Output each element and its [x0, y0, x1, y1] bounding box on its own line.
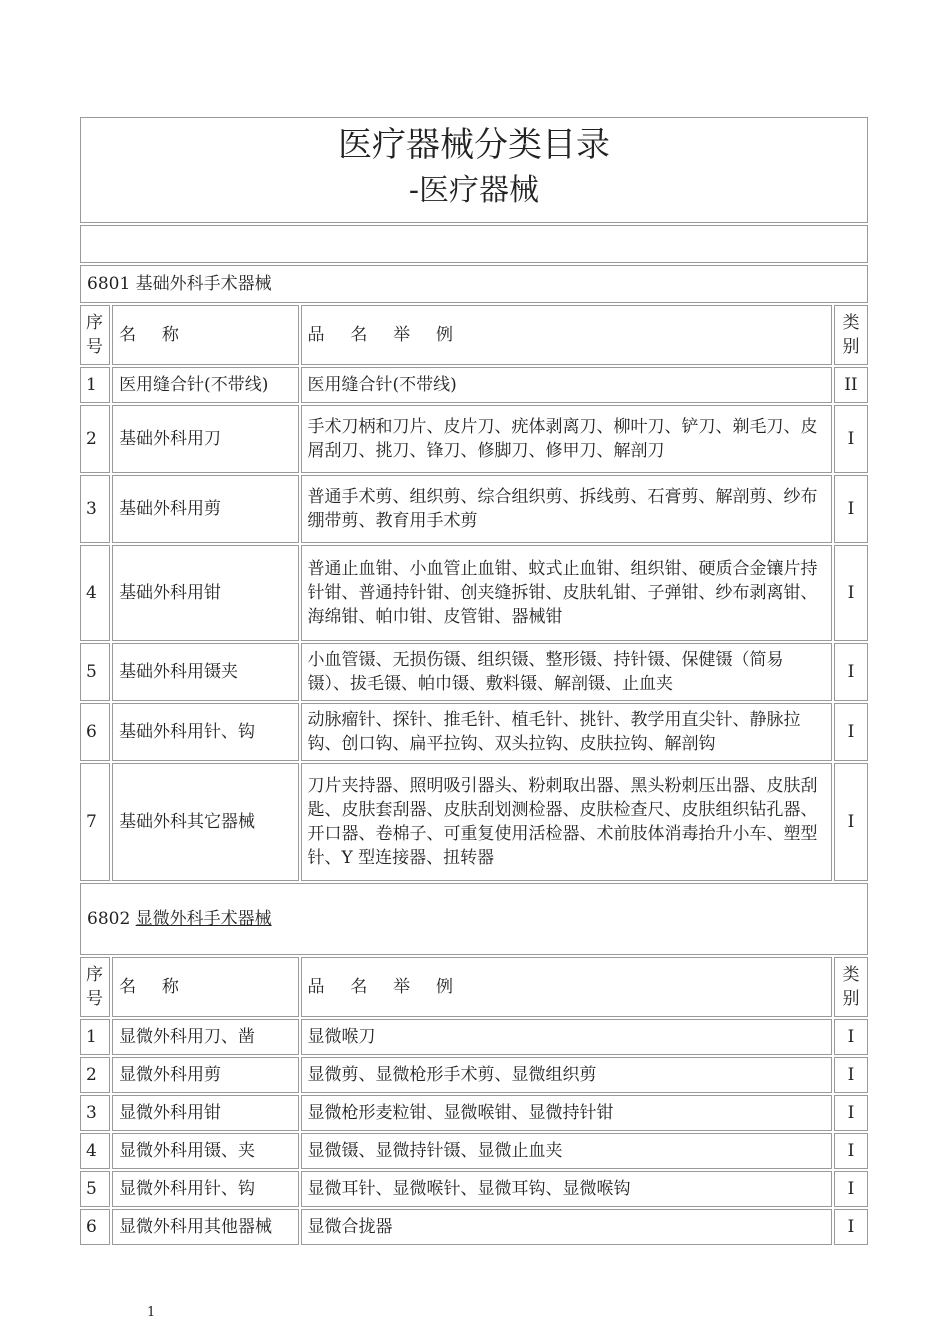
table-row: [80, 1095, 868, 1131]
row-name: 显微外科用针、钩: [112, 1171, 298, 1207]
row-name: 显微外科用钳: [112, 1095, 298, 1131]
header-row: [80, 305, 868, 365]
header-row: [80, 957, 868, 1017]
section-code: 6801: [87, 274, 131, 294]
spacer-row: [80, 225, 868, 263]
row-seq: 4: [80, 1133, 110, 1169]
header-category: 类别: [834, 305, 868, 365]
row-examples: 普通手术剪、组织剪、综合组织剪、拆线剪、石膏剪、解剖剪、纱布绷带剪、教育用手术剪: [301, 475, 832, 543]
header-name: 名 称: [112, 305, 298, 365]
table-row: [80, 1057, 868, 1093]
catalog-table-body: [80, 117, 868, 1245]
row-examples: 显微耳针、显微喉针、显微耳钩、显微喉钩: [301, 1171, 832, 1207]
row-name: 显微外科用刀、凿: [112, 1019, 298, 1055]
row-name: 基础外科用钳: [112, 545, 298, 641]
row-examples: 显微枪形麦粒钳、显微喉钳、显微持针钳: [301, 1095, 832, 1131]
row-seq: 3: [80, 475, 110, 543]
document-subtitle: -医疗器械: [408, 173, 540, 208]
row-name: 显微外科用其他器械: [112, 1209, 298, 1245]
title-cell: [80, 117, 868, 223]
section-row: [80, 265, 868, 303]
row-examples: 小血管镊、无损伤镊、组织镊、整形镊、持针镊、保健镊（简易镊）、拔毛镊、帕巾镊、敷料镊、解剖镊、止血夹: [301, 643, 832, 701]
row-seq: 1: [80, 1019, 110, 1055]
header-seq: 序号: [80, 305, 110, 365]
row-category: I: [834, 405, 868, 473]
table-row: [80, 703, 868, 761]
row-category: I: [834, 475, 868, 543]
section-name: 基础外科手术器械: [135, 274, 272, 294]
row-seq: 1: [80, 367, 110, 403]
row-category: I: [834, 703, 868, 761]
row-category: I: [834, 1057, 868, 1093]
row-examples: 显微镊、显微持针镊、显微止血夹: [301, 1133, 832, 1169]
row-name: 基础外科用刀: [112, 405, 298, 473]
header-examples: 品 名 举 例: [301, 957, 832, 1017]
row-category: I: [834, 763, 868, 881]
row-name: 显微外科用镊、夹: [112, 1133, 298, 1169]
table-row: [80, 367, 868, 403]
header-examples: 品 名 举 例: [301, 305, 832, 365]
row-examples: 刀片夹持器、照明吸引器头、粉刺取出器、黑头粉刺压出器、皮肤刮匙、皮肤套刮器、皮肤刮划测检器、皮肤检查尺、皮肤组织钻孔器、开口器、卷棉子、可重复使用活检器、术前肢体消毒抬升小车、塑型针、Y 型连接器、扭转器: [301, 763, 832, 881]
page-number: 1: [147, 1305, 156, 1320]
section-name: 显微外科手术器械: [135, 909, 272, 929]
row-examples: 显微喉刀: [301, 1019, 832, 1055]
row-seq: 6: [80, 703, 110, 761]
catalog-page: [80, 115, 870, 1247]
row-category: II: [834, 367, 868, 403]
row-category: I: [834, 1133, 868, 1169]
section-row: [80, 883, 868, 955]
row-name: 基础外科用镊夹: [112, 643, 298, 701]
table-row: [80, 1171, 868, 1207]
header-seq: 序号: [80, 957, 110, 1017]
row-category: I: [834, 1209, 868, 1245]
row-category: I: [834, 1095, 868, 1131]
row-seq: 7: [80, 763, 110, 881]
table-row: [80, 1133, 868, 1169]
row-category: I: [834, 643, 868, 701]
row-seq: 3: [80, 1095, 110, 1131]
table-row: [80, 1019, 868, 1055]
row-category: I: [834, 1019, 868, 1055]
row-examples: 医用缝合针(不带线): [301, 367, 832, 403]
document-title: 医疗器械分类目录: [338, 125, 610, 165]
header-category: 类别: [834, 957, 868, 1017]
row-name: 基础外科用针、钩: [112, 703, 298, 761]
row-seq: 5: [80, 1171, 110, 1207]
row-category: I: [834, 1171, 868, 1207]
row-seq: 6: [80, 1209, 110, 1245]
row-examples: 普通止血钳、小血管止血钳、蚊式止血钳、组织钳、硬质合金镶片持针钳、普通持针钳、创夹缝拆钳、皮肤轧钳、子弹钳、纱布剥离钳、海绵钳、帕巾钳、皮管钳、器械钳: [301, 545, 832, 641]
catalog-table: [78, 115, 870, 1247]
row-seq: 2: [80, 405, 110, 473]
row-seq: 2: [80, 1057, 110, 1093]
table-row: [80, 1209, 868, 1245]
table-row: [80, 475, 868, 543]
row-name: 显微外科用剪: [112, 1057, 298, 1093]
row-seq: 5: [80, 643, 110, 701]
row-name: 基础外科用剪: [112, 475, 298, 543]
table-row: [80, 643, 868, 701]
empty-cell: [80, 225, 868, 263]
row-name: 医用缝合针(不带线): [112, 367, 298, 403]
row-examples: 显微合拢器: [301, 1209, 832, 1245]
title-row: [80, 117, 868, 223]
table-row: [80, 763, 868, 881]
section-heading: [80, 883, 868, 955]
row-name: 基础外科其它器械: [112, 763, 298, 881]
section-code: 6802: [87, 909, 131, 929]
table-row: [80, 405, 868, 473]
table-row: [80, 545, 868, 641]
row-examples: 动脉瘤针、探针、推毛针、植毛针、挑针、教学用直尖针、静脉拉钩、创口钩、扁平拉钩、双头拉钩、皮肤拉钩、解剖钩: [301, 703, 832, 761]
section-heading: [80, 265, 868, 303]
row-seq: 4: [80, 545, 110, 641]
header-name: 名 称: [112, 957, 298, 1017]
row-examples: 显微剪、显微枪形手术剪、显微组织剪: [301, 1057, 832, 1093]
row-examples: 手术刀柄和刀片、皮片刀、疣体剥离刀、柳叶刀、铲刀、剃毛刀、皮屑刮刀、挑刀、锋刀、修脚刀、修甲刀、解剖刀: [301, 405, 832, 473]
row-category: I: [834, 545, 868, 641]
